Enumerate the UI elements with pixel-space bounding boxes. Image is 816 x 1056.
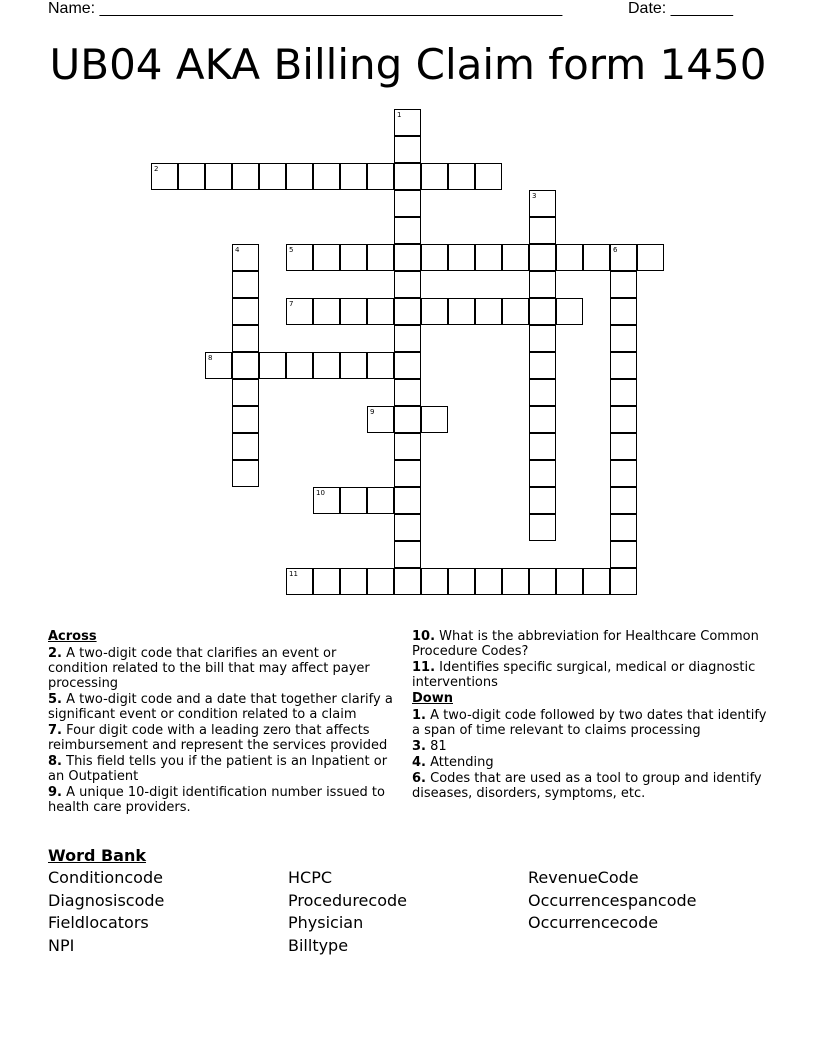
grid-cell[interactable] xyxy=(205,352,232,379)
clue-down-4: 4. Attending xyxy=(412,755,494,770)
grid-cell[interactable] xyxy=(421,298,448,325)
grid-cell[interactable] xyxy=(583,244,610,271)
down-heading: Down xyxy=(412,691,453,706)
grid-cell[interactable] xyxy=(394,244,421,271)
grid-cell[interactable] xyxy=(367,568,394,595)
grid-cell[interactable] xyxy=(340,298,367,325)
clue-across-5: 5. A two-digit code and a date that together clarify a significant event or condition related to a claim xyxy=(48,692,393,722)
grid-cell[interactable] xyxy=(475,298,502,325)
grid-cell[interactable] xyxy=(556,568,583,595)
grid-cell[interactable] xyxy=(529,244,556,271)
grid-cell[interactable] xyxy=(286,568,313,595)
grid-cell[interactable] xyxy=(394,217,421,244)
clue-number: 4 xyxy=(235,246,240,254)
clue-number: 11 xyxy=(289,570,298,578)
clue-number: 10 xyxy=(316,489,325,497)
word-bank-column-3 xyxy=(528,867,697,935)
word-bank-item: Conditioncode xyxy=(48,868,163,887)
clue-number: 1 xyxy=(397,111,402,119)
grid-cell[interactable] xyxy=(205,163,232,190)
grid-cell[interactable] xyxy=(529,298,556,325)
clue-number: 9 xyxy=(370,408,375,416)
grid-cell[interactable] xyxy=(313,244,340,271)
grid-cell[interactable] xyxy=(367,406,394,433)
word-bank-item: Fieldlocators xyxy=(48,913,149,932)
grid-cell[interactable] xyxy=(394,568,421,595)
grid-cell[interactable] xyxy=(232,271,259,298)
grid-cell[interactable] xyxy=(232,325,259,352)
clue-number: 8 xyxy=(208,354,213,362)
grid-cell[interactable] xyxy=(394,541,421,568)
grid-cell[interactable] xyxy=(475,163,502,190)
grid-cell[interactable] xyxy=(610,298,637,325)
grid-cell[interactable] xyxy=(448,163,475,190)
grid-cell[interactable] xyxy=(232,379,259,406)
grid-cell[interactable] xyxy=(340,352,367,379)
grid-cell[interactable] xyxy=(610,541,637,568)
grid-cell[interactable] xyxy=(232,352,259,379)
grid-cell[interactable] xyxy=(367,487,394,514)
grid-cell[interactable] xyxy=(529,379,556,406)
word-bank-item: Procedurecode xyxy=(288,890,407,910)
grid-cell[interactable] xyxy=(421,568,448,595)
grid-cell[interactable] xyxy=(502,568,529,595)
grid-cell[interactable] xyxy=(232,298,259,325)
clue-number: 7 xyxy=(289,300,294,308)
clue-across-8: 8. This field tells you if the patient is an Inpatient or an Outpatient xyxy=(48,754,388,784)
grid-cell[interactable] xyxy=(529,460,556,487)
grid-cell[interactable] xyxy=(394,163,421,190)
word-bank-item: HCPC xyxy=(288,868,333,887)
clue-number: 2 xyxy=(154,165,159,173)
grid-cell[interactable] xyxy=(340,568,367,595)
word-bank-item: RevenueCode xyxy=(528,868,639,887)
clues-right-column xyxy=(412,629,772,802)
grid-cell[interactable] xyxy=(475,568,502,595)
grid-cell[interactable] xyxy=(529,352,556,379)
grid-cell[interactable] xyxy=(421,244,448,271)
clue-across-2: 2. A two-digit code that clarifies an event or condition related to the bill that may affect payer processing xyxy=(48,646,370,691)
word-bank-column-2 xyxy=(288,867,407,957)
clue-across-7: 7. Four digit code with a leading zero that affects reimbursement and represent the services provided xyxy=(48,723,388,753)
grid-cell[interactable] xyxy=(583,568,610,595)
grid-cell[interactable] xyxy=(502,244,529,271)
grid-cell[interactable] xyxy=(232,460,259,487)
grid-cell[interactable] xyxy=(610,460,637,487)
grid-cell[interactable] xyxy=(394,325,421,352)
grid-cell[interactable] xyxy=(367,163,394,190)
grid-cell[interactable] xyxy=(259,352,286,379)
grid-cell[interactable] xyxy=(394,379,421,406)
grid-cell[interactable] xyxy=(232,406,259,433)
grid-cell[interactable] xyxy=(394,298,421,325)
grid-cell[interactable] xyxy=(367,244,394,271)
grid-cell[interactable] xyxy=(394,352,421,379)
grid-cell[interactable] xyxy=(286,163,313,190)
grid-cell[interactable] xyxy=(394,460,421,487)
clue-across-10: 10. What is the abbreviation for Healthcare Common Procedure Codes? xyxy=(412,629,759,659)
grid-cell[interactable] xyxy=(394,190,421,217)
grid-cell[interactable] xyxy=(529,433,556,460)
grid-cell[interactable] xyxy=(529,190,556,217)
grid-cell[interactable] xyxy=(340,487,367,514)
grid-cell[interactable] xyxy=(259,163,286,190)
page-title: UB04 AKA Billing Claim form 1450 xyxy=(49,40,767,89)
grid-cell[interactable] xyxy=(178,163,205,190)
word-bank-item: Occurrencecode xyxy=(528,913,659,932)
grid-cell[interactable] xyxy=(448,244,475,271)
grid-cell[interactable] xyxy=(313,568,340,595)
grid-cell[interactable] xyxy=(610,379,637,406)
grid-cell[interactable] xyxy=(475,244,502,271)
grid-cell[interactable] xyxy=(529,325,556,352)
grid-cell[interactable] xyxy=(529,568,556,595)
word-bank-item: NPI xyxy=(48,935,75,955)
grid-cell[interactable] xyxy=(313,298,340,325)
grid-cell[interactable] xyxy=(232,163,259,190)
grid-cell[interactable] xyxy=(610,433,637,460)
grid-cell[interactable] xyxy=(610,352,637,379)
grid-cell[interactable] xyxy=(556,298,583,325)
clue-number: 3 xyxy=(532,192,537,200)
word-bank-item: Billtype xyxy=(288,935,349,955)
grid-cell[interactable] xyxy=(367,352,394,379)
grid-cell[interactable] xyxy=(529,406,556,433)
clue-number: 5 xyxy=(289,246,294,254)
grid-cell[interactable] xyxy=(340,163,367,190)
clues-left-column xyxy=(48,629,400,816)
grid-cell[interactable] xyxy=(529,217,556,244)
grid-cell[interactable] xyxy=(232,433,259,460)
grid-cell[interactable] xyxy=(529,487,556,514)
word-bank-item: Occurrencespancode xyxy=(528,890,697,910)
grid-cell[interactable] xyxy=(313,163,340,190)
grid-cell[interactable] xyxy=(394,514,421,541)
clue-number: 6 xyxy=(613,246,618,254)
clue-down-1: 1. A two-digit code followed by two dates that identify a span of time relevant to claims processing xyxy=(412,708,767,738)
grid-cell[interactable] xyxy=(448,568,475,595)
word-bank-title: Word Bank xyxy=(48,846,147,865)
grid-cell[interactable] xyxy=(502,298,529,325)
grid-cell[interactable] xyxy=(394,406,421,433)
grid-cell[interactable] xyxy=(313,487,340,514)
grid-cell[interactable] xyxy=(286,298,313,325)
grid-cell[interactable] xyxy=(394,433,421,460)
grid-cell[interactable] xyxy=(529,271,556,298)
grid-cell[interactable] xyxy=(394,271,421,298)
grid-cell[interactable] xyxy=(367,298,394,325)
grid-cell[interactable] xyxy=(610,325,637,352)
grid-cell[interactable] xyxy=(286,244,313,271)
grid-cell[interactable] xyxy=(232,244,259,271)
grid-cell[interactable] xyxy=(610,514,637,541)
grid-cell[interactable] xyxy=(529,514,556,541)
clue-down-3: 3. 81 xyxy=(412,739,447,754)
grid-cell[interactable] xyxy=(610,244,637,271)
clue-across-9: 9. A unique 10-digit identification number issued to health care providers. xyxy=(48,785,385,815)
grid-cell[interactable] xyxy=(610,568,637,595)
grid-cell[interactable] xyxy=(151,163,178,190)
grid-cell[interactable] xyxy=(448,298,475,325)
word-bank-column-1 xyxy=(48,867,164,957)
grid-cell[interactable] xyxy=(394,487,421,514)
grid-cell[interactable] xyxy=(421,163,448,190)
clue-across-11: 11. Identifies specific surgical, medical or diagnostic interventions xyxy=(412,660,756,690)
grid-cell[interactable] xyxy=(610,406,637,433)
grid-cell[interactable] xyxy=(556,244,583,271)
grid-cell[interactable] xyxy=(313,352,340,379)
date-field[interactable]: Date: _______ xyxy=(628,0,733,17)
grid-cell[interactable] xyxy=(610,271,637,298)
name-field[interactable]: Name: ____________________________________________________ xyxy=(48,0,563,17)
clue-down-6: 6. Codes that are used as a tool to group and identify diseases, disorders, symptoms, etc. xyxy=(412,771,762,801)
grid-cell[interactable] xyxy=(286,352,313,379)
word-bank-item: Diagnosiscode xyxy=(48,890,165,910)
grid-cell[interactable] xyxy=(394,109,421,136)
grid-cell[interactable] xyxy=(340,244,367,271)
grid-cell[interactable] xyxy=(394,136,421,163)
grid-cell[interactable] xyxy=(610,487,637,514)
word-bank-item: Physician xyxy=(288,913,364,932)
grid-cell[interactable] xyxy=(637,244,664,271)
grid-cell[interactable] xyxy=(421,406,448,433)
across-heading: Across xyxy=(48,629,97,644)
